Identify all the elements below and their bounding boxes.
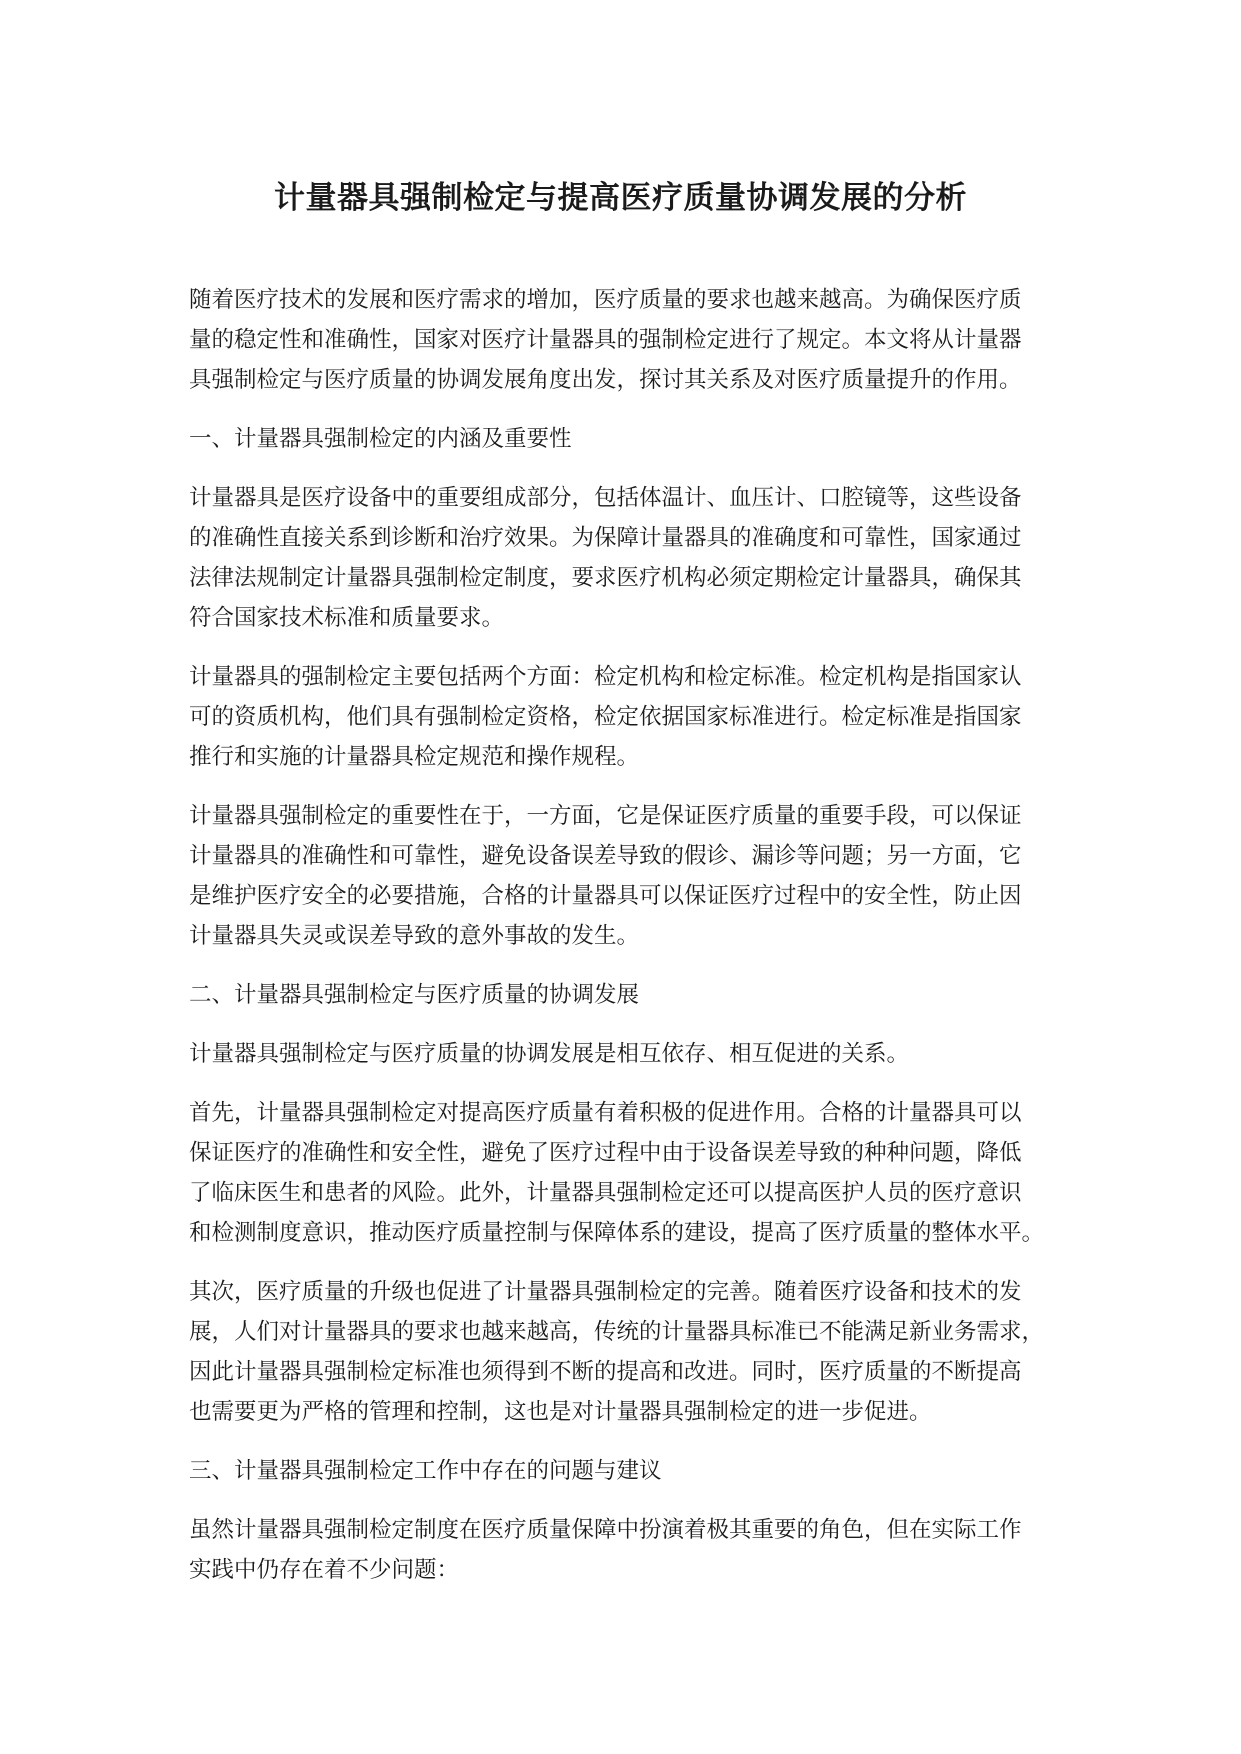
text-line: 因此计量器具强制检定标准也须得到不断的提高和改进。同时，医疗质量的不断提高 <box>189 1359 1022 1385</box>
paragraph-problems <box>189 1510 1071 1590</box>
text-line: 计量器具失灵或误差导致的意外事故的发生。 <box>189 923 640 949</box>
paragraph-importance <box>189 796 1071 956</box>
document-body <box>189 280 1071 1609</box>
text-line: 是维护医疗安全的必要措施，合格的计量器具可以保证医疗过程中的安全性，防止因 <box>189 883 1022 909</box>
text-line: 也需要更为严格的管理和控制，这也是对计量器具强制检定的进一步促进。 <box>189 1399 932 1425</box>
text-line: 计量器具强制检定的重要性在于，一方面，它是保证医疗质量的重要手段，可以保证 <box>189 803 1022 829</box>
text-line: 了临床医生和患者的风险。此外，计量器具强制检定还可以提高医护人员的医疗意识 <box>189 1180 1022 1206</box>
text-line: 计量器具强制检定与医疗质量的协调发展是相互依存、相互促进的关系。 <box>189 1041 910 1067</box>
text-line: 随着医疗技术的发展和医疗需求的增加，医疗质量的要求也越来越高。为确保医疗质 <box>189 287 1022 313</box>
text-line: 法律法规制定计量器具强制检定制度，要求医疗机构必须定期检定计量器具，确保其 <box>189 565 1022 591</box>
text-line: 符合国家技术标准和质量要求。 <box>189 605 505 631</box>
text-line: 计量器具的准确性和可靠性，避免设备误差导致的假诊、漏诊等问题；另一方面，它 <box>189 843 1022 869</box>
text-line: 计量器具的强制检定主要包括两个方面：检定机构和检定标准。检定机构是指国家认 <box>189 664 1022 690</box>
paragraph-definition <box>189 478 1071 638</box>
intro-paragraph <box>189 280 1071 400</box>
text-line: 首先，计量器具强制检定对提高医疗质量有着积极的促进作用。合格的计量器具可以 <box>189 1100 1022 1126</box>
text-line: 推行和实施的计量器具检定规范和操作规程。 <box>189 744 640 770</box>
section-heading-1: 一、计量器具强制检定的内涵及重要性 <box>189 426 572 452</box>
paragraph-first <box>189 1093 1071 1253</box>
text-line: 计量器具是医疗设备中的重要组成部分，包括体温计、血压计、口腔镜等，这些设备 <box>189 485 1022 511</box>
text-line: 可的资质机构，他们具有强制检定资格，检定依据国家标准进行。检定标准是指国家 <box>189 704 1022 730</box>
paragraph-aspects <box>189 657 1071 777</box>
section-heading-2: 二、计量器具强制检定与医疗质量的协调发展 <box>189 982 640 1008</box>
section-heading-3: 三、计量器具强制检定工作中存在的问题与建议 <box>189 1458 662 1484</box>
text-line: 实践中仍存在着不少问题： <box>189 1557 460 1583</box>
text-line: 展，人们对计量器具的要求也越来越高，传统的计量器具标准已不能满足新业务需求， <box>189 1319 1045 1345</box>
text-line: 和检测制度意识，推动医疗质量控制与保障体系的建设，提高了医疗质量的整体水平。 <box>189 1220 1045 1246</box>
paragraph-second <box>189 1272 1071 1432</box>
text-line: 保证医疗的准确性和安全性，避免了医疗过程中由于设备误差导致的种种问题，降低 <box>189 1140 1022 1166</box>
document-title: 计量器具强制检定与提高医疗质量协调发展的分析 <box>274 180 967 216</box>
text-line: 的准确性直接关系到诊断和治疗效果。为保障计量器具的准确度和可靠性，国家通过 <box>189 525 1022 551</box>
text-line: 量的稳定性和准确性，国家对医疗计量器具的强制检定进行了规定。本文将从计量器 <box>189 327 1022 353</box>
text-line: 其次，医疗质量的升级也促进了计量器具强制检定的完善。随着医疗设备和技术的发 <box>189 1279 1022 1305</box>
text-line: 具强制检定与医疗质量的协调发展角度出发，探讨其关系及对医疗质量提升的作用。 <box>189 367 1022 393</box>
text-line: 虽然计量器具强制检定制度在医疗质量保障中扮演着极其重要的角色，但在实际工作 <box>189 1517 1022 1543</box>
paragraph-relationship <box>189 1034 1071 1074</box>
